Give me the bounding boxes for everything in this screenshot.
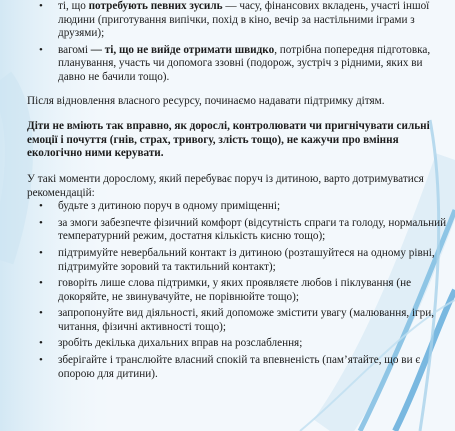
list-item: • запропонуйте вид діяльності, який допоможе змістити увагу (малювання, ігри, читання, фізичні активності тощо); — [39, 307, 435, 333]
top-bullet-list — [0, 0, 455, 85]
recommendations-list — [0, 200, 455, 381]
bullet-icon: • — [39, 277, 43, 290]
bullet-icon: • — [39, 307, 43, 320]
paragraph-bold-statement: Діти не вміють так вправно, як дорослі, контролювати чи пригнічувати сильні емоції і почуття (гнів, страх, тривогу, злість тощо), не кажучи про вміння екологічно ними керувати. — [27, 120, 430, 160]
bullet-icon: • — [39, 337, 43, 350]
bullet-icon: • — [39, 354, 43, 367]
list-item: • будьте з дитиною поруч в одному приміщенні; — [39, 200, 281, 213]
bullet-icon: • — [39, 246, 43, 259]
bullet-icon: • — [39, 216, 43, 229]
paragraph-recommendations-intro: У такі моменти дорослому, який перебуває поруч із дитиною, варто дотримуватися рекомендацій: — [27, 172, 424, 199]
bullet-icon: • — [39, 0, 43, 12]
bullet-icon: • — [39, 43, 43, 56]
list-item: • підтримуйте невербальний контакт із дитиною (розташуйтеся на одному рівні, підтримуйте зоровий та тактильний контакт); — [39, 246, 435, 273]
bullet-icon: • — [39, 200, 43, 213]
list-item: • ті, що потребують певних зусиль — часу, фінансових вкладень, участі іншої людини (приготування випічки, похід в кіно, вечір за настільними іграми з друзями); — [39, 0, 430, 40]
list-item: • зберігайте і транслюйте власний спокій та впевненість (пам’ятайте, що ви є опорою для дитини). — [39, 354, 421, 380]
list-item: • говоріть лише слова підтримки, у яких проявляєте любов і піклування (не докоряйте, не звинувачуйте, не порівнюйте тощо); — [39, 277, 412, 303]
paragraph-recovery: Після відновлення власного ресурсу, починаємо надавати підтримку дітям. — [27, 94, 385, 107]
list-item: • зробіть декілька дихальних вправ на розслаблення; — [39, 337, 303, 350]
list-item: • за змоги забезпечте фізичний комфорт (відсутність спраги та голоду, нормальний температурний режим, достатня кількість кисню тощо); — [39, 216, 447, 243]
list-item: • вагомі — ті, що не вийде отримати швидко, потрібна попередня підготовка, планування, участь чи допомога ззовні (подорож, зустріч з рідними, яких ви давно не бачили тощо). — [39, 43, 431, 83]
